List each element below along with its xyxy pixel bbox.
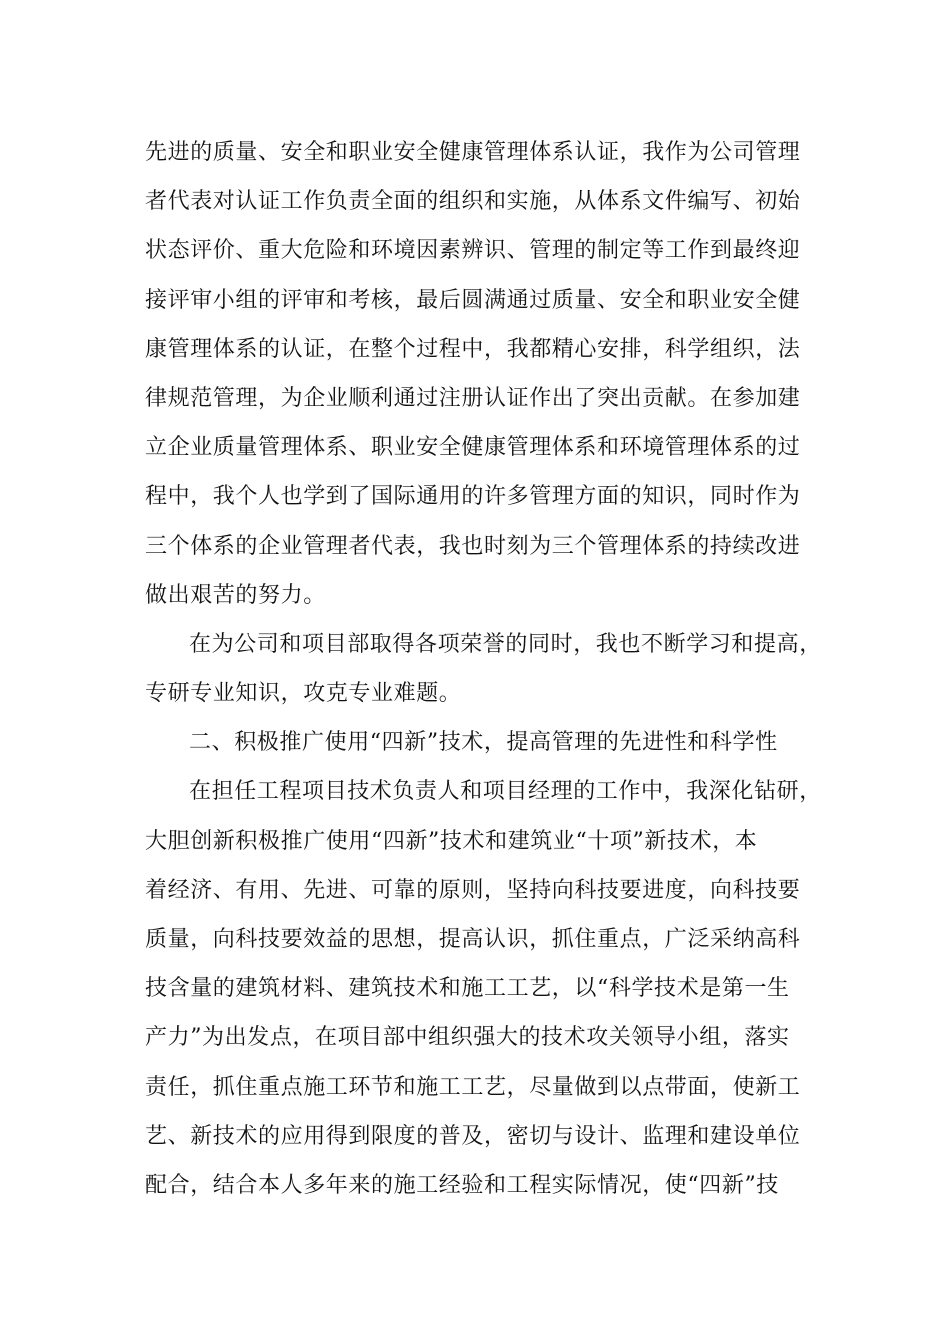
text-line: 程中，我个人也学到了国际通用的许多管理方面的知识，同时作为: [145, 484, 801, 510]
text-line: 责任，抓住重点施工环节和施工工艺，尽量做到以点带面，使新工: [145, 1074, 801, 1100]
text-line: 专研专业知识，攻克专业难题。: [145, 681, 462, 707]
text-line: 做出艰苦的努力。: [145, 582, 326, 608]
text-line: 大胆创新积极推广使用“四新”技术和建筑业“十项”新技术，本: [145, 828, 758, 854]
text-line: 接评审小组的评审和考核，最后圆满通过质量、安全和职业安全健: [145, 287, 801, 313]
text-line: 状态评价、重大危险和环境因素辨识、管理的制定等工作到最终迎: [145, 238, 801, 264]
paragraph-first-line: 在担任工程项目技术负责人和项目经理的工作中，我深化钻研，: [189, 779, 822, 805]
text-line: 产力”为出发点，在项目部中组织强大的技术攻关领导小组，落实: [145, 1025, 790, 1051]
text-line: 质量，向科技要效益的思想，提高认识，抓住重点，广泛采纳高科: [145, 927, 801, 952]
text-line: 立企业质量管理体系、职业安全健康管理体系和环境管理体系的过: [145, 435, 801, 461]
text-line: 律规范管理，为企业顺利通过注册认证作出了突出贡献。在参加建: [145, 385, 801, 411]
paragraph-first-line: 在为公司和项目部取得各项荣誉的同时，我也不断学习和提高，: [189, 631, 822, 657]
text-line: 者代表对认证工作负责全面的组织和实施，从体系文件编写、初始: [145, 189, 801, 215]
text-line: 康管理体系的认证，在整个过程中，我都精心安排，科学组织，法: [145, 336, 801, 362]
text-line: 先进的质量、安全和职业安全健康管理体系认证，我作为公司管理: [145, 140, 801, 165]
section-heading: 二、积极推广使用“四新”技术，提高管理的先进性和科学性: [189, 730, 778, 756]
text-line: 着经济、有用、先进、可靠的原则，坚持向科技要进度，向科技要: [145, 877, 801, 903]
text-line: 配合，结合本人多年来的施工经验和工程实际情况，使“四新”技: [145, 1172, 779, 1198]
text-line: 艺、新技术的应用得到限度的普及，密切与设计、监理和建设单位: [145, 1123, 801, 1149]
body-text: [145, 128, 822, 1210]
text-line: 技含量的建筑材料、建筑技术和施工工艺，以“科学技术是第一生: [145, 976, 790, 1002]
text-line: 三个体系的企业管理者代表，我也时刻为三个管理体系的持续改进: [145, 533, 801, 559]
